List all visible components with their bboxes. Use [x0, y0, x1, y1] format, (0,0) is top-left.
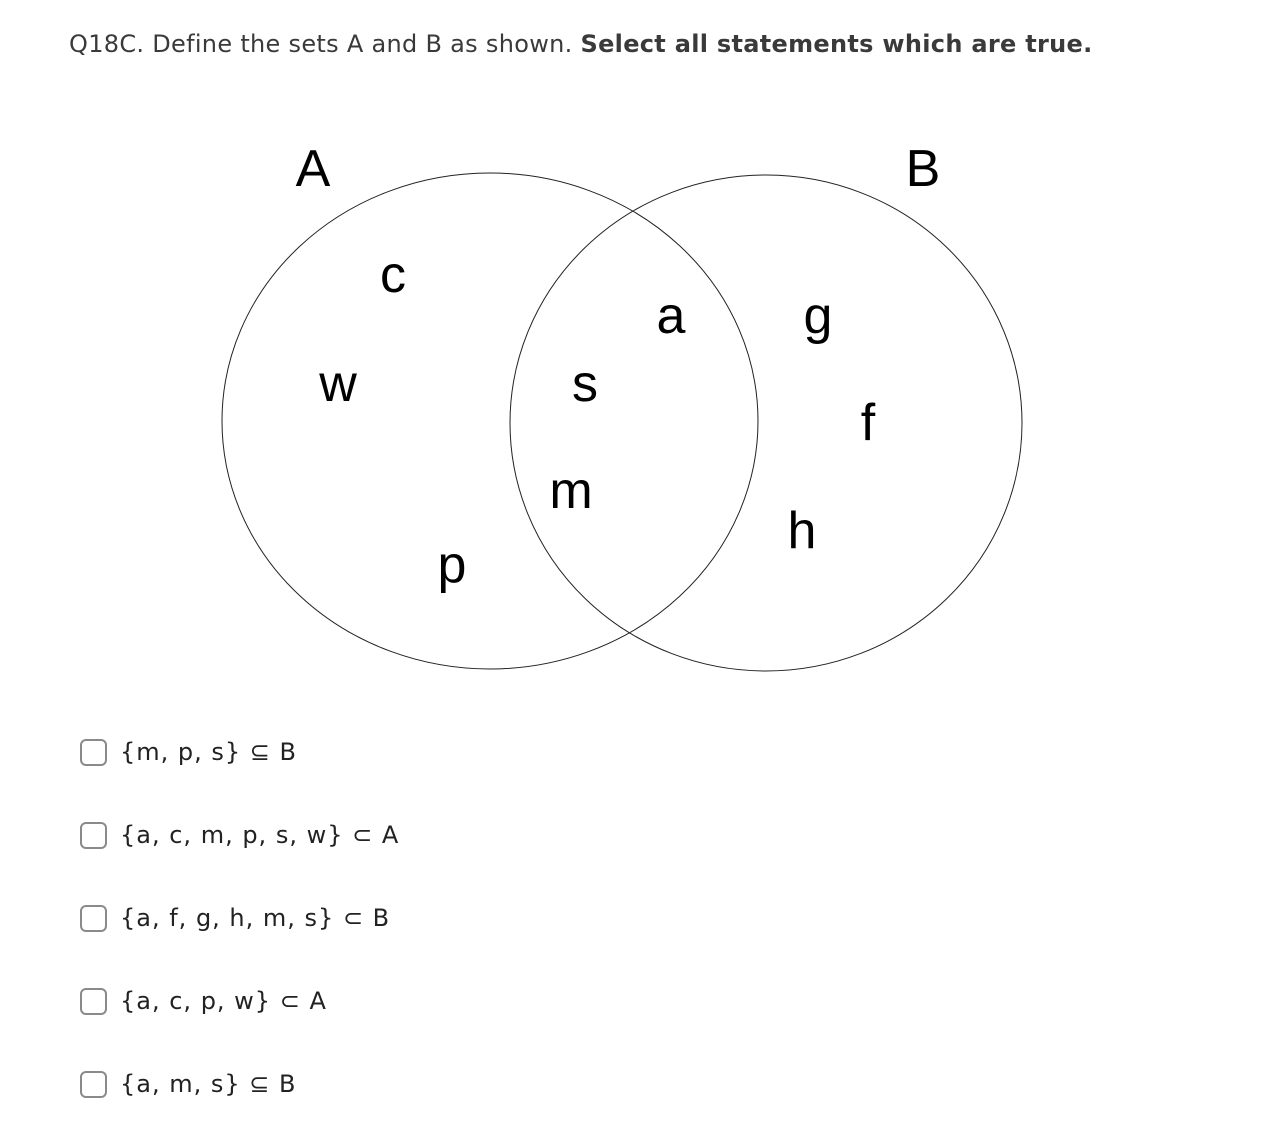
option-1[interactable] [80, 735, 297, 769]
option-4[interactable] [80, 984, 327, 1018]
question-prefix: Q18C. Define the sets A and B as shown. [69, 30, 581, 58]
question-instruction: Select all statements which are true. [580, 30, 1093, 58]
option-1-checkbox[interactable] [80, 739, 107, 766]
option-5[interactable] [80, 1067, 296, 1101]
option-1-label: {m, p, s} ⊆ B [120, 738, 298, 766]
set-b-circle [510, 175, 1022, 671]
option-4-checkbox[interactable] [80, 988, 107, 1015]
option-5-checkbox[interactable] [80, 1071, 107, 1098]
option-2-label: {a, c, m, p, s, w} ⊂ A [120, 821, 400, 849]
option-2[interactable] [80, 818, 399, 852]
element-h: h [787, 502, 817, 560]
set-a-circle [222, 173, 758, 669]
option-3[interactable] [80, 901, 390, 935]
element-s: s [572, 355, 598, 413]
set-b-label: B [905, 140, 941, 198]
element-w: w [319, 355, 357, 413]
element-f: f [860, 394, 876, 452]
element-c: c [380, 246, 406, 304]
option-3-checkbox[interactable] [80, 905, 107, 932]
element-m: m [549, 462, 593, 520]
element-a: a [656, 287, 686, 345]
option-3-label: {a, f, g, h, m, s} ⊂ B [120, 904, 391, 932]
set-a-label: A [295, 140, 331, 198]
element-p: p [437, 536, 467, 594]
option-5-label: {a, m, s} ⊆ B [120, 1070, 297, 1098]
option-4-label: {a, c, p, w} ⊂ A [120, 987, 327, 1015]
option-2-checkbox[interactable] [80, 822, 107, 849]
element-g: g [803, 287, 833, 345]
